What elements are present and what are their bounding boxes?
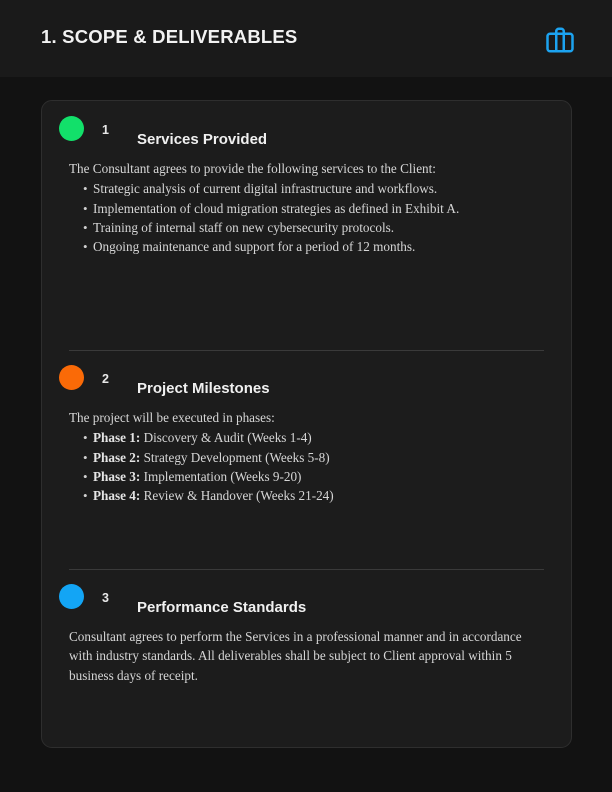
section-title: Services Provided — [137, 131, 268, 148]
bullet-text: Strategy Development (Weeks 5-8) — [143, 449, 330, 465]
clause-section-3 — [42, 569, 571, 683]
list-item — [69, 486, 547, 505]
status-dot — [59, 116, 84, 141]
section-body — [69, 627, 547, 685]
list-item — [69, 179, 547, 198]
bullet-label: Phase 2: — [93, 449, 141, 465]
list-item — [69, 199, 547, 218]
section-header — [42, 569, 571, 627]
list-item — [69, 218, 547, 237]
page-header — [0, 0, 612, 77]
bullet-text: Review & Handover (Weeks 21-24) — [143, 488, 334, 504]
status-dot — [59, 584, 84, 609]
bullet-label: Phase 1: — [93, 430, 141, 446]
section-number: 3 — [102, 591, 109, 605]
section-lead: The Consultant agrees to provide the following services to the Client: — [69, 161, 436, 176]
bullet-text: Discovery & Audit (Weeks 1-4) — [143, 430, 312, 446]
clause-card — [41, 100, 572, 748]
bullet-label: Phase 3: — [93, 468, 141, 484]
list-item — [69, 237, 547, 256]
section-header — [42, 350, 571, 408]
clause-section-2 — [42, 350, 571, 504]
page-title: 1. SCOPE & DELIVERABLES — [41, 26, 298, 47]
section-number: 2 — [102, 372, 109, 386]
bullet-text: Implementation of cloud migration strategies as defined in Exhibit A. — [93, 200, 460, 216]
section-lead: The project will be executed in phases: — [69, 410, 275, 425]
status-dot — [59, 365, 84, 390]
section-title: Project Milestones — [137, 380, 270, 397]
bullet-text: Ongoing maintenance and support for a period of 12 months. — [93, 239, 416, 255]
section-header — [42, 101, 571, 159]
list-item — [69, 428, 547, 447]
bullet-label: Phase 4: — [93, 488, 141, 504]
section-paragraph: Consultant agrees to perform the Services in a professional manner and in accordance with industry standards. All deliverables shall be subject to Client approval within 5 business days of receipt. — [69, 629, 522, 683]
bullet-list — [69, 428, 547, 505]
list-item — [69, 467, 547, 486]
clause-section-1 — [42, 101, 571, 255]
section-number: 1 — [102, 123, 109, 137]
bullet-text: Strategic analysis of current digital infrastructure and workflows. — [93, 181, 438, 197]
bullet-list — [69, 179, 547, 256]
bullet-text: Implementation (Weeks 9-20) — [143, 468, 302, 484]
section-body — [69, 408, 547, 505]
briefcase-icon — [545, 25, 575, 55]
bullet-text: Training of internal staff on new cybersecurity protocols. — [93, 219, 395, 235]
section-body — [69, 159, 547, 256]
list-item — [69, 448, 547, 467]
section-title: Performance Standards — [137, 599, 307, 616]
